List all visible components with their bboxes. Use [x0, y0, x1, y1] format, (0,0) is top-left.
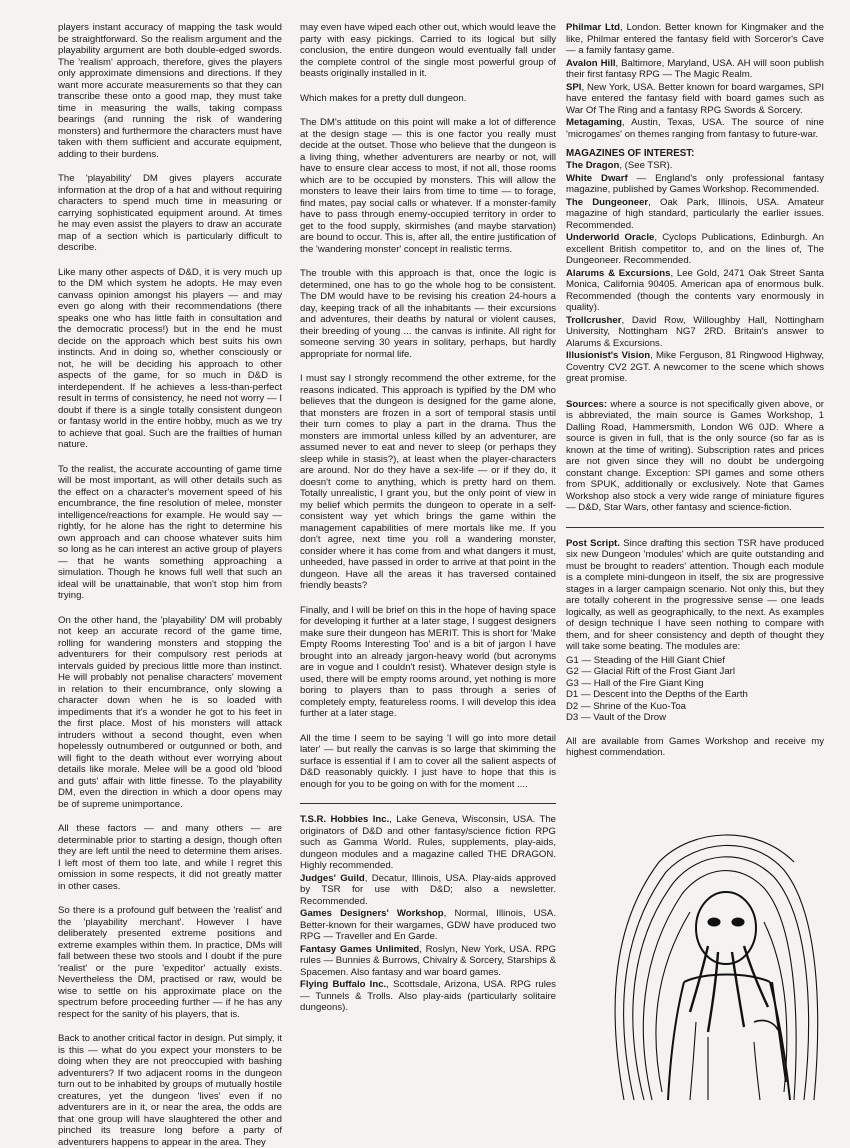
- column-2: [300, 22, 556, 1100]
- module-item: D2 — Shrine of the Kuo-Toa: [566, 700, 686, 712]
- paragraph: players instant accuracy of mapping the task would be straightforward. So the realism argument and the playability argument are both double-edged swords. The 'realism' approach, therefore, gives the players only approximate dimensions and directions. If they want more accurate measurements so that they can transcribe these onto a good map, they must take time in measuring the walls, taking compass bearings (and running the risk of wandering monsters) and furthermore the characters must have taken with them sufficient and accurate equipment, adding to their burdens.: [58, 22, 282, 160]
- paragraph: On the other hand, the 'playability' DM will probably not keep an accurate record of the game time, rolling for wandering monsters and stopping the adventurers for their compulsory rest periods at intervals guided by precious little more than instinct. He will probably not penalise characters' movement in relation to their encumbrance, only slowing a character down when he is so loaded with impediments that it's a wonder he got to his feet in the first place. Most of his monsters will attack intruders without a second thought, even when hopelessly outnumbered or outgunned or both, and will fight to the death without ever worrying about details like morale. Melee will be a good old 'blood and guts' affair with little finesse. To the playability DM, even the direction in which a door opens may be of supreme unimportance.: [58, 614, 282, 810]
- publisher-entry: SPI, New York, USA. Better known for board wargames, SPI have entered the fantasy field with board games such as War Of The Ring and a fantasy RPG Swords & Sorcery.: [566, 81, 824, 116]
- magazine-list: [566, 160, 824, 385]
- magazine-entry: The Dragon, (See TSR).: [566, 160, 673, 171]
- paragraph: The 'playability' DM gives players accurate information at the drop of a hat and without requiring characters to spend much time in measuring or carrying sophisticated equipment around. At times he may even assist the players to draw an accurate map of a section which is particularly difficult to describe.: [58, 173, 282, 253]
- publisher-entry: Games Designers' Workshop, Normal, Illinois, USA. Better-known for their wargames, GDW have produced two RPG — Traveller and En Garde.: [300, 908, 556, 942]
- publisher-entry: Avalon Hill, Baltimore, Maryland, USA. AH will soon publish their first fantasy RPG — The Magic Realm.: [566, 57, 824, 80]
- divider: [566, 527, 824, 528]
- paragraph: All the time I seem to be saying 'I will go into more detail later' — but really the canvas is so large that skimming the surface is essential if I am to cover all the salient aspects of D&D reasonably quickly. I just have to hope that this is enough for you to be going on with for the moment ....: [300, 732, 556, 790]
- paragraph: To the realist, the accurate accounting of game time will be most important, as will other details such as the effect on a character's movement speed of his encumbrance, the fine resolution of melee, monster intelligence/reactions for example. He would say — rightly, for he alone has the right to determine his own approach and can choose whatever suits him so long as he can interest an active group of players — that he wants something approaching a simulation. Though he knows full well that such an ideal will be unattainable, that won't stop him from trying.: [58, 463, 282, 601]
- publisher-entry: T.S.R. Hobbies Inc., Lake Geneva, Wisconsin, USA. The originators of D&D and other fantasy/science fiction RPG such as Gamma World. Rules, supplements, play-aids, dungeon modules and a magazine called THE DRAGON. Highly recommended.: [300, 814, 556, 871]
- magazines-heading: MAGAZINES OF INTEREST:: [566, 148, 695, 159]
- publisher-entry: Fantasy Games Unlimited, Roslyn, New York, USA. RPG rules — Bunnies & Burrows, Chivalry & Sorcery, Starships & Spacemen. Also fantasy and war board games.: [300, 943, 556, 978]
- paragraph: The DM's attitude on this point will make a lot of difference at the design stage — this is one factor you really must decide at the outset. Those who believe that the dungeon is a living thing, whether adventurers are nearby or not, will have to ensure clear access to most, if not all, those rooms which are to be occupied by monsters. This will allow the monsters to leave their lairs from time to time — to forage, find mates, pay social calls or whatever. If a monster-family have to pass through enemy-occupied territory in order to get to the food supply, skirmishes (and maybe starvation) are bound to occur. This is, after all, the entire justification of the 'wandering monster' concept in realistic terms.: [300, 117, 556, 255]
- publisher-entry: Judges' Guild, Decatur, Illinois, USA. Play-aids approved by TSR for use with D&D; also a newsletter. Recommended.: [300, 872, 556, 907]
- module-item: G3 — Hall of the Fire Giant King: [566, 677, 704, 689]
- magazine-entry: Trollcrusher, David Row, Willoughby Hall, Nottingham University, Nottingham NG7 2RD. Britain's answer to Alarums & Excursions.: [566, 314, 824, 349]
- publisher-entry: Philmar Ltd, London. Better known for Kingmaker and the like, Philmar entered the fantasy field with Sorceror's Cave — a family fantasy game.: [566, 22, 824, 56]
- magazine-entry: Illusionist's Vision, Mike Ferguson, 81 Ringwood Highway, Coventry CV2 2GT. A newcomer to the scene which shows great promise.: [566, 350, 824, 384]
- publisher-entry: Flying Buffalo Inc., Scottsdale, Arizona, USA. RPG rules — Tunnels & Trolls. Also play-aids (particularly solitaire dungeons).: [300, 979, 556, 1013]
- column-1: [58, 22, 282, 1148]
- divider: [300, 803, 556, 804]
- sources-paragraph: Sources: where a source is not specifically given above, or is abbreviated, the main source is Games Workshop, 1 Dalling Road, Hammersmith, London W6 0JD. Where a source is given in full, that is the only source (so far as is known at the time of writing). Subscription rates and prices are not given since they will no doubt be undergoing constant change. Exception: SPI games and some others from SPUK, additionally or exclusively. Note that Games Workshop also stock a very wide range of miniature figures — D&D, Star Wars, other fantasy and science-fiction.: [566, 398, 824, 513]
- module-item: G1 — Steading of the Hill Giant Chief: [566, 654, 725, 666]
- postscript-paragraph: Post Script. Since drafting this section TSR have produced six new Dungeon 'modules' which are quite outstanding and must be brought to readers' attention. Though each module is a complete mini-dungeon in itself, the six are progressive stages in a larger campaign scenario. Not only this, but they are totally coherent in the progressive sense — one leads logically, as well as geographically, to the next. As examples of design technique I have seen nothing to compare with them, and for sheer consistency and depth of thought they will take some beating. The modules are:: [566, 537, 824, 652]
- magazine-entry: The Dungeoneer, Oak Park, Illinois, USA. Amateur magazine of high standard, particularly the earlier issues. Recommended.: [566, 196, 824, 231]
- closing-paragraph: All are available from Games Workshop and receive my highest commendation.: [566, 735, 824, 758]
- paragraph: I must say I strongly recommend the other extreme, for the reasons indicated. This approach is typified by the DM who believes that the dungeon is designed for the game alone, that monsters are frozen in a sort of temporal stasis until their turn comes to play a part in the drama. Thus the monsters are immortal unless killed by an adventurer, are assumed never to eat and never to sleep (or perhaps they sleep while in stasis?), at least when the player-characters are around. Nor do they have a sex-life — or if they do, it doesn't come to anything, which is pretty hard on them. Totally unrealistic, I grant you, but the only point of view in my belief which permits the dungeon to operate in a self-consistent way yet which brings the game within the management capabilities of mere mortals like me. If you don't agree, next time you roll a wandering monster, consider where it has come from and what dangers it must, unheeded, have passed in order to arrive at that point in the dungeon. Have all the areas it has traversed contained friendly beasts?: [300, 373, 556, 591]
- module-list: [566, 655, 824, 724]
- magazine-entry: White Dwarf — England's only professional fantasy magazine, published by Games Workshop. Recommended.: [566, 172, 824, 195]
- paragraph: Back to another critical factor in design. Put simply, it is this — what do you expect your monsters to be doing when they are not preoccupied with bashing adventurers? If two adjacent rooms in the dungeon turn out to be inhabited by groups of mutually hostile creatures, yet the dungeon 'lives' even if no adventurers are in it, or near the area, the odds are that one group will have slaughtered the other and pinched its treasure long before a party of adventurers happens to appear in the area. They: [58, 1033, 282, 1148]
- publisher-list: [300, 814, 556, 1014]
- paragraph: All these factors — and many others — are determinable prior to starting a design, though often they are left until the need to determine them arises. I left most of them too late, and while I regret this omission in some respects, it did not greatly matter in other cases.: [58, 823, 282, 892]
- magazine-entry: Underworld Oracle, Cyclops Publications, Edinburgh. An excellent British competitor to, and on the lines of, The Dungeoneer. Recommended.: [566, 232, 824, 266]
- publisher-entry: Metagaming, Austin, Texas, USA. The source of nine 'microgames' on themes ranging from fantasy to future-war.: [566, 117, 824, 140]
- publisher-list-continued: [566, 22, 824, 140]
- paragraph: may even have wiped each other out, which would leave the party with easy pickings. Carried to its logical but silly conclusion, the entire dungeon would eventually fall under the complete control of the single most powerful group of beasts originally installed in it.: [300, 22, 556, 79]
- paragraph: Finally, and I will be brief on this in the hope of having space for developing it further at a later stage, I suggest designers make sure their dungeon has MERIT. This is short for 'Make Empty Rooms Interesting Too' and is a bit of jargon I have brought into an already jargon-heavy world (but acronyms are in vogue and I couldn't resist). Whatever design style is used, there will be empty rooms around, yet nothing is more boring to players than to pass through a series of completely empty, featureless rooms. I will develop this idea further at a later stage.: [300, 604, 556, 719]
- module-item: G2 — Glacial Rift of the Frost Giant Jarl: [566, 666, 736, 677]
- module-item: D1 — Descent into the Depths of the Earth: [566, 689, 748, 700]
- paragraph: So there is a profound gulf between the 'realist' and the 'playability merchant'. However I have deliberately presented extreme positions and extreme examples within them. In practice, DMs will fall between these two stools and I doubt if the pure 'realist' or the pure 'expeditor' actually exists. Nevertheless the DM, practised or raw, would be wise to settle on his approximate place on the spectrum before proceeding further — if he has any respect for the sanity of his players, that is.: [58, 905, 282, 1020]
- paragraph: Which makes for a pretty dull dungeon.: [300, 92, 467, 104]
- paragraph: The trouble with this approach is that, once the logic is determined, one has to go the whole hog to be consistent. The DM would have to be revising his creation 24-hours a day, keeping track of all the inhabitants — their excursions and adventures, their deaths by natural or violent causes, their breeding of young ... the canvas is infinite. All right for someone serving 30 years in solitary, perhaps, but hardly appropriate for normal life.: [300, 268, 556, 360]
- module-item: D3 — Vault of the Drow: [566, 712, 667, 723]
- magazine-entry: Alarums & Excursions, Lee Gold, 2471 Oak Street Santa Monica, California 90405. American apa of enormous bulk. Recommended (though the contents vary enormously in quality).: [566, 267, 825, 313]
- mind-flayer-illustration: [604, 822, 820, 1100]
- paragraph: Like many other aspects of D&D, it is very much up to the DM which system he adopts. He may even canvass opinion amongst his players — and may even go along with their recommendations (there speaks one who has little faith in consultation and the democratic process!) but in the end he must decide on the approach which best suits his own instincts. And in doing so, whether consciously or not, he will be deciding his approach to other aspects of the game, for so much in D&D is interdependent. If he achieves a less-than-perfect result in terms of consistency, he need not worry — I doubt if there is a single totally consistent dungeon or fantasy world in the entire hobby, much as we try to achieve that goal. Such are the frailties of human nature.: [58, 266, 282, 450]
